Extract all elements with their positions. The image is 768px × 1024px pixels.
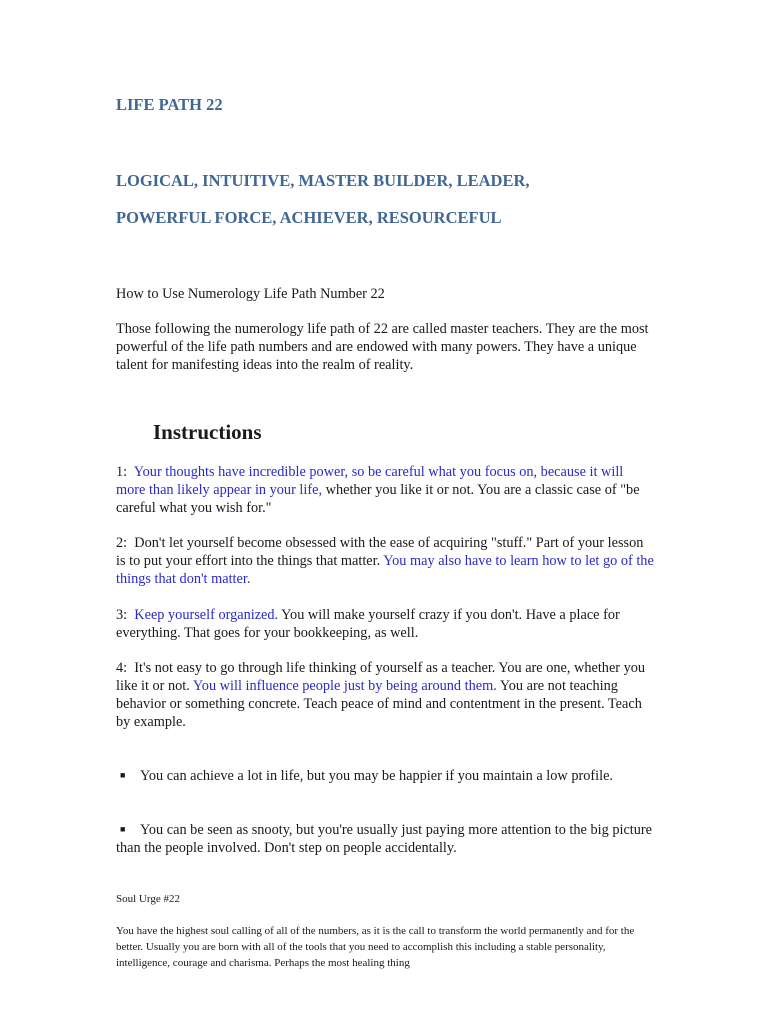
bullet-item-2 <box>116 820 656 857</box>
step-3 <box>116 606 656 642</box>
step-highlight: You will influence people just by being around them. <box>192 678 497 694</box>
bullet-item-1 <box>116 766 656 785</box>
bullet-text: You can achieve a lot in life, but you may be happier if you maintain a low profile. <box>140 768 613 784</box>
subtitle: How to Use Numerology Life Path Number 22 <box>116 286 385 302</box>
step-number: 1: <box>116 464 128 480</box>
step-highlight: Keep yourself organized. <box>134 607 279 623</box>
step-text: It's not easy to go through life thinking of yourself as a teacher. You are one, whether you like it or not. <box>116 660 646 694</box>
step-text: Don't let yourself become obsessed with the ease of acquiring "stuff." Part of your lesson is to put your effort into the things that matter. <box>116 535 644 569</box>
step-text-end: You are not teaching behavior or something concrete. Teach peace of mind and contentment in the present. Teach by example. <box>116 678 642 730</box>
page-title: LIFE PATH 22 <box>116 95 223 114</box>
step-highlight: Your thoughts have incredible power, so be careful what you focus on, because it will more than likely appear in your life, <box>116 464 624 498</box>
intro-paragraph: Those following the numerology life path of 22 are called master teachers. They are the most powerful of the life path numbers and are endowed with many powers. They have a unique talent for manifesting ideas into the realm of reality. <box>116 321 649 373</box>
soul-urge-paragraph: You have the highest soul calling of all of the numbers, as it is the call to transform the world permanently and for the better. Usually you are born with all of the tools that you need to accomplish this including a stable personality, intelligence, courage and charisma. Perhaps the most healing thing <box>116 925 635 969</box>
step-1 <box>116 463 656 517</box>
traits-line-1: LOGICAL, INTUITIVE, MASTER BUILDER, LEADER, <box>116 171 530 190</box>
step-highlight: You may also have to learn how to let go of the things that don't matter. <box>116 553 654 587</box>
traits-line-2: POWERFUL FORCE, ACHIEVER, RESOURCEFUL <box>116 208 502 227</box>
bullet-square-icon: ■ <box>120 824 126 834</box>
step-number: 4: <box>116 660 128 676</box>
bullet-text: You can be seen as snooty, but you're usually just paying more attention to the big picture than the people involved. Don't step on people accidentally. <box>116 822 653 856</box>
step-2 <box>116 534 656 588</box>
step-number: 3: <box>116 607 128 623</box>
step-text: You will make yourself crazy if you don't. Have a place for everything. That goes for your bookkeeping, as well. <box>116 607 620 641</box>
soul-urge-heading: Soul Urge #22 <box>116 893 180 905</box>
step-4 <box>116 659 656 731</box>
instructions-heading: Instructions <box>153 420 262 444</box>
bullet-square-icon: ■ <box>120 770 126 780</box>
step-number: 2: <box>116 535 128 551</box>
step-text: whether you like it or not. You are a classic case of "be careful what you wish for." <box>116 482 640 516</box>
